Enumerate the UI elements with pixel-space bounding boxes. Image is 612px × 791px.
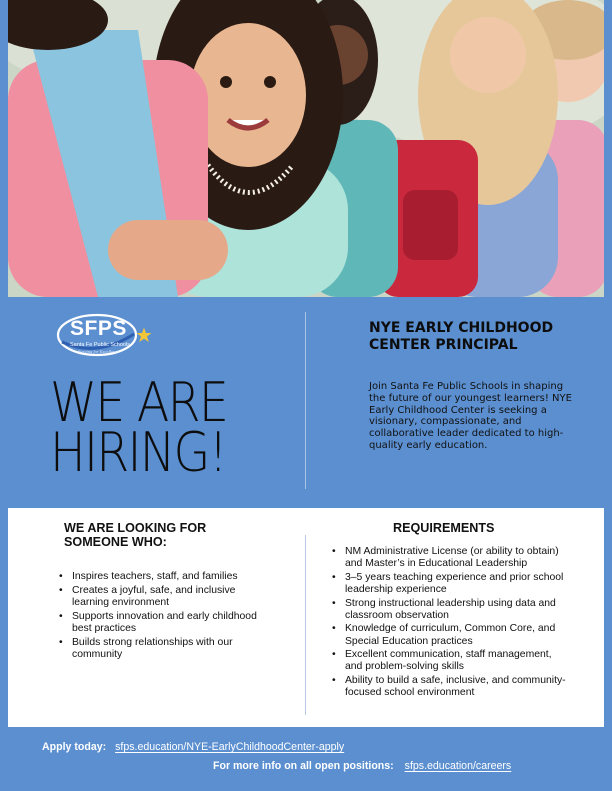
list-item: • Knowledge of curriculum, Common Core, and Special Education practices bbox=[331, 623, 571, 647]
hero-photo bbox=[8, 0, 604, 297]
logo-tagline: Striving for Excellence bbox=[78, 349, 120, 354]
list-item: • Excellent communication, staff management, and problem-solving skills bbox=[331, 649, 571, 673]
list-item: • Strong instructional leadership using data and classroom observation bbox=[331, 598, 571, 622]
children-illustration bbox=[8, 0, 604, 297]
looking-for-title: WE ARE LOOKING FOR SOMEONE WHO: bbox=[64, 521, 207, 549]
apply-label: Apply today: bbox=[42, 741, 107, 753]
looking-for-list bbox=[58, 571, 258, 663]
list-item: • NM Administrative License (or ability to obtain) and Master’s in Educational Leadership bbox=[331, 546, 571, 570]
logo-name: SFPS bbox=[70, 317, 127, 340]
list-item: • Creates a joyful, safe, and inclusive learning environment bbox=[58, 585, 258, 609]
requirements-list bbox=[331, 546, 571, 701]
list-item: • Ability to build a safe, inclusive, and community-focused school environment bbox=[331, 675, 571, 699]
requirements-title: REQUIREMENTS bbox=[393, 521, 495, 535]
divider bbox=[305, 312, 306, 489]
more-info-row bbox=[213, 760, 511, 772]
details-divider bbox=[305, 535, 306, 715]
star-icon bbox=[136, 327, 152, 343]
list-item: • 3–5 years teaching experience and prior school leadership experience bbox=[331, 572, 571, 596]
list-item: • Inspires teachers, staff, and families bbox=[58, 571, 258, 583]
job-title: NYE EARLY CHILDHOOD CENTER PRINCIPAL bbox=[369, 320, 554, 353]
careers-link[interactable]: sfps.education/careers bbox=[404, 760, 512, 772]
apply-row bbox=[42, 741, 344, 753]
more-info-label: For more info on all open positions: bbox=[213, 760, 394, 772]
headline-line-2: HIRING! bbox=[50, 421, 226, 484]
we-are-hiring-heading bbox=[50, 371, 252, 484]
headline-line-1: WE ARE bbox=[50, 371, 228, 434]
list-item: • Supports innovation and early childhood best practices bbox=[58, 611, 258, 635]
job-description: Join Santa Fe Public Schools in shaping the future of our youngest learners! NYE Early Childhood Center is seeking a visionary, compassionate, and collaborative leader dedicated to high-quality early education. bbox=[369, 381, 572, 451]
apply-link[interactable]: sfps.education/NYE-EarlyChildhoodCenter-apply bbox=[115, 741, 345, 753]
list-item: • Builds strong relationships with our community bbox=[58, 637, 258, 661]
logo-org: Santa Fe Public Schools bbox=[70, 342, 130, 348]
